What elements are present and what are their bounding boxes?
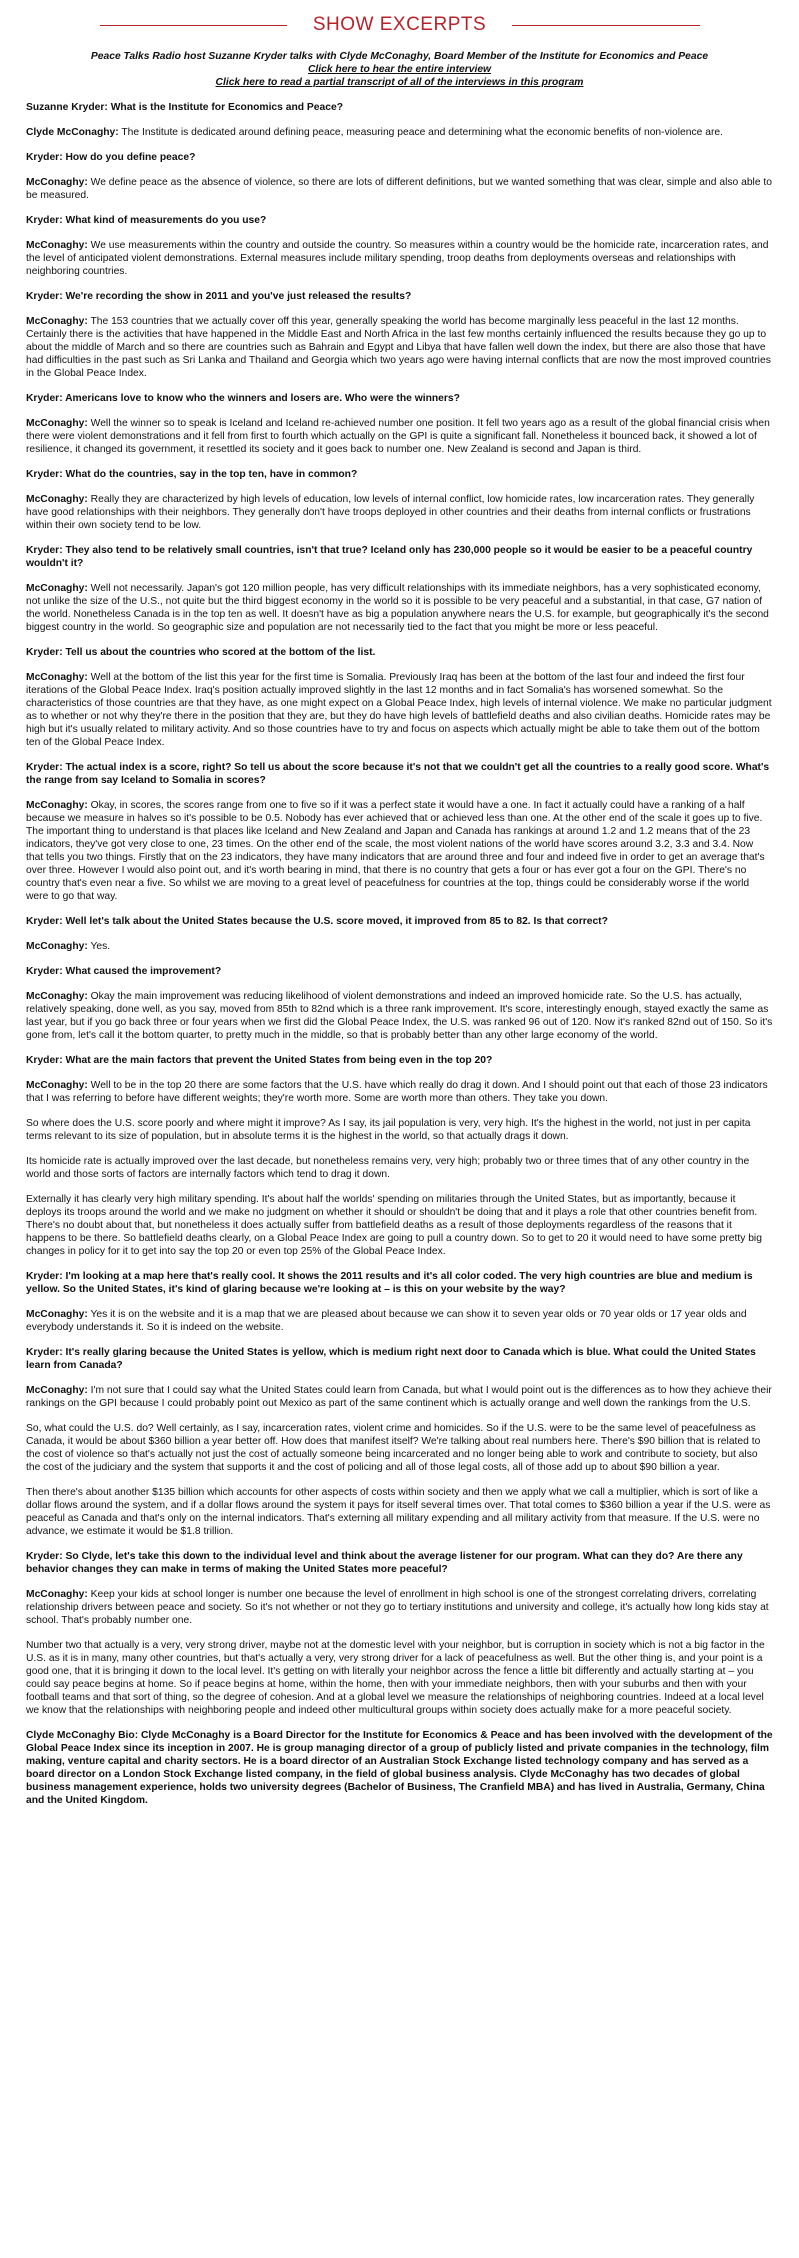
speaker-label: McConaghy: [26, 316, 88, 327]
speaker-label: McConaghy: [26, 1589, 88, 1600]
question-body: How do you define peace? [62, 152, 196, 163]
answer-text: Yes it is on the website and it is a map that we are pleased about because we can show it to seven year olds or 70 year olds or 17 year olds and everybody understands it. So it is indeed on the website. [26, 1309, 747, 1333]
answer [26, 493, 773, 532]
answer [26, 582, 773, 634]
answer [26, 126, 773, 139]
answer [26, 1308, 773, 1334]
answer-continued: Its homicide rate is actually improved over the last decade, but nonetheless remains very, very high; probably two or three times that of any other country in the world and those sorts of factors are internally factors which tend to drag it down. [26, 1156, 750, 1180]
question [26, 761, 773, 787]
answer-text: I'm not sure that I could say what the United States could learn from Canada, but what I would point out is the differences as to how they achieve their rankings on the GPI because I could probably point out Mexico as part of the same continent which is actually orange and well down the rankings from the U.S. [26, 1385, 772, 1409]
interview-transcript [26, 101, 773, 1717]
question-text: Kryder: [26, 152, 63, 163]
question-text: Kryder: [26, 1347, 63, 1358]
question-body: The actual index is a score, right? So tell us about the score because it's not that we couldn't get all the countries to a really good score. What's the range from say Iceland to Somalia in scores? [26, 762, 770, 786]
answer-text: Okay, in scores, the scores range from one to five so if it was a perfect state it would have a one. In fact it actually could have a ranking of a half because we measure in halves so it's possible to be 0.5. Nobody has ever achieved that or achieved less than one. At the other end of the scale it goes up to five. The important thing to understand is that places like Iceland and New Zealand and Japan and Canada has rankings at around 1.2 and 1.2 means that of the 23 indicators, they've got very close to one, 23 times. On the other end of the scale, the most violent nations of the world have scores around 3.2, 3.3 and 3.4. Now that tells you two things. Firstly that on the 23 indicators, they have many indicators that are around three and four and indeed five in order to get an average that's over three. However I would also point out, and it's worth bearing in mind, that there is no country that gets a four or has ever got a four on the GPI. There's no country that's even near a five. So whilst we are moving to a great level of peacefulness for countries at the top, things could be considerably worse if the world were to go that way. [26, 800, 765, 902]
question [26, 290, 773, 303]
speaker-label: McConaghy: [26, 583, 88, 594]
answer [26, 417, 773, 456]
question-body: What do the countries, say in the top ten, have in common? [62, 469, 358, 480]
page-header [26, 14, 773, 35]
speaker-label: McConaghy: [26, 494, 88, 505]
question [26, 214, 773, 227]
answer [26, 1588, 773, 1627]
answer [26, 990, 773, 1042]
answer [26, 1384, 773, 1410]
answer-continued: Externally it has clearly very high military spending. It's about half the worlds' spending on militaries through the United States, but as importantly, because it deploys its troops around the world and we make no judgment on whether it should or shouldn't be doing that and it plays a role that other countries benefit from. There's no doubt about that, but nonetheless it does actually suffer from battlefield deaths as a result of those deployments regardless of the reasons that it happens to be there. So battlefield deaths clearly, on a Global Peace Index are going to pull a country down. So to get to 20 it would need to have some pretty big changes in policy for it to get into say the top 20 or even top 25% of the Global Peace Index. [26, 1194, 762, 1257]
page-title: SHOW EXCERPTS [312, 14, 487, 35]
answer-text: The 153 countries that we actually cover off this year, generally speaking the world has become marginally less peaceful in the last 12 months. Certainly there is the activities that have happened in the Middle East and North Africa in the last few months certainly influenced the results because they go up to about the middle of March and so there are countries such as Bahrain and Egypt and Libya that have fallen well down the index, but there are also those that have had difficulties in the past such as Sri Lanka and Thailand and Georgia which two years ago were having internal conflicts that are now the most improved countries in the Global Peace Index. [26, 316, 771, 379]
question-text: Kryder: [26, 1271, 63, 1282]
answer [26, 671, 773, 749]
question-body: What are the main factors that prevent the United States from being even in the top 20? [62, 1055, 493, 1066]
question-text: Kryder: [26, 1055, 63, 1066]
answer-text: Well to be in the top 20 there are some factors that the U.S. have which really do drag it down. And I should point out that each of those 23 indicators that I was referring to before have different weights; they're worth more. Some are worth more than others. They take you down. [26, 1080, 768, 1104]
question [26, 646, 773, 659]
question-body: What kind of measurements do you use? [62, 215, 267, 226]
speaker-label: McConaghy: [26, 177, 88, 188]
question-text: Suzanne Kryder: [26, 102, 108, 113]
question-body: We're recording the show in 2011 and you've just released the results? [62, 291, 412, 302]
question-body: It's really glaring because the United States is yellow, which is medium right next door to Canada which is blue. What could the United States learn from Canada? [26, 1347, 756, 1371]
answer-continued: Number two that actually is a very, very strong driver, maybe not at the domestic level with your neighbor, but is corruption in society which is not a big factor in the U.S. as it is in many, many other countries, but that's actually a very, very strong driver for a lack of peacefulness as well. But the other thing is, and your point is a good one, that it is bringing it down to the local level. It's getting on with literally your neighbor across the fence a little bit differently and actually starting at – you could say peace begins at home. So if peace begins at home, within the home, then with your immediate neighbors, then with your suburbs and then with your football teams and that sort of thing, so the degree of cohesion. And at a global level we measure the relationships of neighboring countries. Indeed at a local level we know that the relationships with neighboring people and indeed other multicultural groups within society does actually make for a more peaceful society. [26, 1640, 765, 1716]
question-body: So Clyde, let's take this down to the individual level and think about the average listener for our program. What can they do? Are there any behavior changes they can make in terms of making the United States more peaceful? [26, 1551, 743, 1575]
question [26, 1346, 773, 1372]
hear-interview-link[interactable]: Click here to hear the entire interview [307, 64, 492, 75]
speaker-label: McConaghy: [26, 1080, 88, 1091]
answer-continued: So where does the U.S. score poorly and where might it improve? As I say, its jail population is very, very high. It's the highest in the world, not just in per capita terms relevant to its size of population, but in absolute terms it is the highest in the world, so that actually drags it down. [26, 1118, 751, 1142]
question-text: Kryder: [26, 215, 63, 226]
answer [26, 799, 773, 903]
question-body: What is the Institute for Economics and Peace? [107, 102, 343, 113]
speaker-label: McConaghy: [26, 991, 88, 1002]
answer-text: Really they are characterized by high levels of education, low levels of internal conflict, low homicide rates, low incarceration rates. They generally have good relationships with their neighbors. They generally don't have troops deployed in other countries and their deaths from internal conflicts or frustrations within their own society tend to be low. [26, 494, 755, 531]
speaker-label: McConaghy: [26, 1309, 88, 1320]
transcript-link[interactable]: Click here to read a partial transcript of all of the interviews in this program [215, 77, 584, 88]
speaker-label: McConaghy: [26, 418, 88, 429]
question [26, 544, 773, 570]
answer [26, 1079, 773, 1105]
question [26, 915, 773, 928]
question-text: Kryder: [26, 545, 63, 556]
answer-continued: Then there's about another $135 billion which accounts for other aspects of costs within society and then we apply what we call a multiplier, which is sort of like a dollar flows around the system, and if a dollar flows around the system it pays for itself several times over. That total comes to $360 billion a year if the U.S. were as peaceful as Canada and that's only on the internal indicators. That's externing all military expending and all military activity from that measure. If the U.S. were no advance, we estimate it would be $1.8 trillion. [26, 1487, 771, 1537]
question-body: Tell us about the countries who scored at the bottom of the list. [62, 647, 376, 658]
question-body: What caused the improvement? [62, 966, 222, 977]
question [26, 468, 773, 481]
answer [26, 940, 773, 953]
answer-text: Okay the main improvement was reducing likelihood of violent demonstrations and indeed an improved homicide rate. So the U.S. has actually, relatively speaking, done well, as you say, moved from 85th to 82nd which is a three rank improvement. It's score, interestingly enough, stayed exactly the same as last year, but if you go back three or four years when we first did the Global Peace Index, the U.S. was ranked 96 out of 120. Now it's ranked 82nd out of 150. So it's gone from, let's call it the bottom quarter, to pretty much in the middle, so that is probably better than any other large economy of the world. [26, 991, 773, 1041]
question [26, 392, 773, 405]
question [26, 151, 773, 164]
answer-text: The Institute is dedicated around defining peace, measuring peace and determining what the economic benefits of non-violence are. [118, 127, 723, 138]
question-text: Kryder: [26, 647, 63, 658]
question-text: Kryder: [26, 1551, 63, 1562]
intro-line: Peace Talks Radio host Suzanne Kryder talks with Clyde McConaghy, Board Member of the Institute for Economics and Peace [90, 51, 709, 62]
question-body: They also tend to be relatively small countries, isn't that true? Iceland only has 230,000 people so it would be easier to be a peaceful country wouldn't it? [26, 545, 753, 569]
question-text: Kryder: [26, 469, 63, 480]
answer-text: We define peace as the absence of violence, so there are lots of different definitions, but we wanted something that was clear, simple and also able to be measured. [26, 177, 773, 201]
question-text: Kryder: [26, 393, 63, 404]
speaker-label: McConaghy: [26, 1385, 88, 1396]
question-body: I'm looking at a map here that's really cool. It shows the 2011 results and it's all color coded. The very high countries are blue and medium is yellow. So the United States, it's kind of glaring because we're looking at – is this on your website by the way? [26, 1271, 753, 1295]
speaker-label: Clyde McConaghy: [26, 127, 119, 138]
answer-text: Keep your kids at school longer is number one because the level of enrollment in high school is one of the strongest correlating drivers, correlating relationship drivers between peace and society. So it's not whether or not they go to tertiary institutions and university and college, it's actually how long kids stay at school. That's probably number one. [26, 1589, 769, 1626]
answer-text: Well not necessarily. Japan's got 120 million people, has very difficult relationships with its immediate neighbors, has a very sophisticated economy, not unlike the size of the U.S., not quite but the third biggest economy in the world so it is possible to be very peaceful and a substantial, in that case, G7 nation of the world. Nonetheless Canada is in the top ten as well. It doesn't have as big a population anywhere nears the U.S. for example, but geographically it's the second biggest country in the world. So geographic size and population are not necessarily tied to the fact that you might be more or less peaceful. [26, 583, 769, 633]
question-text: Kryder: [26, 762, 63, 773]
question-text: Kryder: [26, 966, 63, 977]
speaker-label: McConaghy: [26, 941, 88, 952]
speaker-label: McConaghy: [26, 240, 88, 251]
question-body: Americans love to know who the winners and losers are. Who were the winners? [62, 393, 460, 404]
question [26, 1054, 773, 1067]
question [26, 101, 773, 114]
answer-text: We use measurements within the country and outside the country. So measures within a country would be the homicide rate, incarceration rates, and the level of anticipated violent demonstrations. External measures include military spending, troop deaths from deployments overseas and relationships with neighboring countries. [26, 240, 769, 277]
question-body: Well let's talk about the United States because the U.S. score moved, it improved from 85 to 82. Is that correct? [62, 916, 608, 927]
question-text: Kryder: [26, 291, 63, 302]
answer-continued: So, what could the U.S. do? Well certainly, as I say, incarceration rates, violent crime and homicides. So if the U.S. were to be the same level of peacefulness as Canada, it would be about $360 billion a year better off. How does that manifest itself? We're talking about real numbers here. There's $90 billion that is related to the cost of violence so that's actually not just the cost of actually someone being incarcerated and no longer being able to work and contribute to society, but also the cost of the judiciary and the system that supports it and the cost of policing and all of those legal costs, all of those add up to about $90 billion a year. [26, 1423, 761, 1473]
answer [26, 176, 773, 202]
question [26, 965, 773, 978]
speaker-label: McConaghy: [26, 800, 88, 811]
answer-text: Well at the bottom of the list this year for the first time is Somalia. Previously Iraq has been at the bottom of the last four and indeed the first four iterations of the Global Peace Index. Iraq's position actually improved slightly in the last 12 months and in fact Somalia's has worsened somewhat. So the characteristics of those countries are that they have, as one might expect on a Global Peace Index, high levels of internal violence. We make no particular judgment as to whether or not why they're there in the position that they are, but they do have high levels of battlefield deaths and also civilian deaths. Homicide rates may be high but it's usually related to military activity. And so those countries have to try and focus on aspects which actually might be able to take them out of the bottom ten of the Global Peace Index. [26, 672, 772, 748]
guest-bio: Clyde McConaghy Bio: Clyde McConaghy is a Board Director for the Institute for Economics & Peace and has been involved with the development of the Global Peace Index since its inception in 2007. He is group managing director of a group of publicly listed and private companies in the technology, film making, venture capital and charity sectors. He is a board director of an Australian Stock Exchange listed technology company and has served as a board director on a London Stock Exchange listed company, in the field of global business analysis. Clyde McConaghy has two decades of global business management experience, holds two university degrees (Bachelor of Business, The Cranfield MBA) and has lived in Australia, Germany, China and the United Kingdom. [26, 1730, 773, 1806]
answer-text: Well the winner so to speak is Iceland and Iceland re-achieved number one position. It fell two years ago as a result of the global financial crisis when there were violent demonstrations and it fell from first to fourth which actually on the GPI is quite a significant fall. Nonetheless it bounced back, it showed a lot of resilience, it changed its government, it resettled its society and it goes back to number one. New Zealand is second and Japan is third. [26, 418, 770, 455]
question [26, 1550, 773, 1576]
answer-text: Yes. [87, 941, 111, 952]
answer [26, 239, 773, 278]
question-text: Kryder: [26, 916, 63, 927]
question [26, 1270, 773, 1296]
intro [26, 50, 773, 89]
speaker-label: McConaghy: [26, 672, 88, 683]
answer [26, 315, 773, 380]
